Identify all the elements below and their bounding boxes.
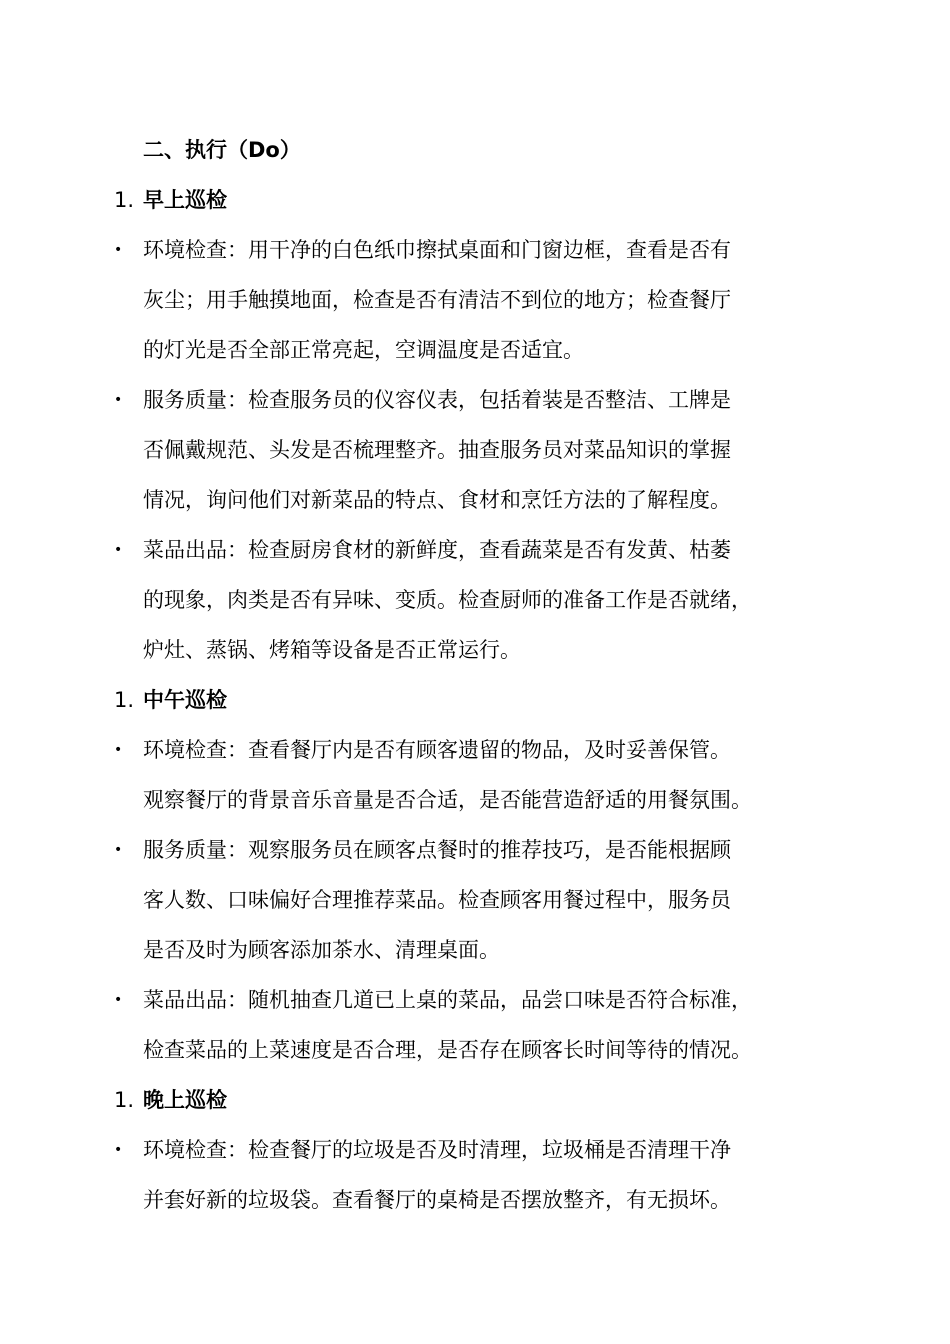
subsection-heading-morning	[0, 175, 950, 225]
subsection-title: 中午巡检	[143, 688, 227, 712]
bullet-icon: •	[114, 742, 123, 758]
list-item	[0, 375, 950, 525]
subsection-heading-noon	[0, 675, 950, 725]
item-line: 观察餐厅的背景音乐音量是否合适，是否能营造舒适的用餐氛围。	[143, 788, 752, 812]
list-item	[0, 825, 950, 975]
item-line: 情况，询问他们对新菜品的特点、食材和烹饪方法的了解程度。	[143, 488, 731, 512]
document-page	[0, 125, 950, 1225]
item-line: 的现象，肉类是否有异味、变质。检查厨师的准备工作是否就绪，	[143, 588, 752, 612]
bullet-icon: •	[114, 1142, 123, 1158]
list-number: 1.	[114, 188, 135, 212]
bullet-icon: •	[114, 392, 123, 408]
item-line: 环境检查：查看餐厅内是否有顾客遗留的物品，及时妥善保管。	[143, 738, 731, 762]
item-line: 服务质量：检查服务员的仪容仪表，包括着装是否整洁、工牌是	[143, 388, 731, 412]
subsection-heading-evening	[0, 1075, 950, 1125]
item-line: 服务质量：观察服务员在顾客点餐时的推荐技巧，是否能根据顾	[143, 838, 731, 862]
list-item	[0, 975, 950, 1075]
item-line: 环境检查：用干净的白色纸巾擦拭桌面和门窗边框，查看是否有	[143, 238, 731, 262]
item-line: 菜品出品：检查厨房食材的新鲜度，查看蔬菜是否有发黄、枯萎	[143, 538, 731, 562]
list-number: 1.	[114, 688, 135, 712]
item-line: 灰尘；用手触摸地面，检查是否有清洁不到位的地方；检查餐厅	[143, 288, 731, 312]
item-line: 菜品出品：随机抽查几道已上桌的菜品，品尝口味是否符合标准，	[143, 988, 752, 1012]
subsection-title: 晚上巡检	[143, 1088, 227, 1112]
item-line: 检查菜品的上菜速度是否合理，是否存在顾客长时间等待的情况。	[143, 1038, 752, 1062]
item-line: 的灯光是否全部正常亮起，空调温度是否适宜。	[143, 338, 584, 362]
section-heading-text: 二、执行（Do）	[143, 138, 301, 162]
item-line: 并套好新的垃圾袋。查看餐厅的桌椅是否摆放整齐，有无损坏。	[143, 1188, 731, 1212]
section-heading	[0, 125, 950, 175]
item-line: 环境检查：检查餐厅的垃圾是否及时清理，垃圾桶是否清理干净	[143, 1138, 731, 1162]
bullet-icon: •	[114, 842, 123, 858]
item-line: 否佩戴规范、头发是否梳理整齐。抽查服务员对菜品知识的掌握	[143, 438, 731, 462]
list-number: 1.	[114, 1088, 135, 1112]
item-line: 是否及时为顾客添加茶水、清理桌面。	[143, 938, 500, 962]
bullet-icon: •	[114, 542, 123, 558]
subsection-title: 早上巡检	[143, 188, 227, 212]
item-line: 客人数、口味偏好合理推荐菜品。检查顾客用餐过程中，服务员	[143, 888, 731, 912]
list-item	[0, 225, 950, 375]
list-item	[0, 525, 950, 675]
item-line: 炉灶、蒸锅、烤箱等设备是否正常运行。	[143, 638, 521, 662]
bullet-icon: •	[114, 242, 123, 258]
list-item	[0, 725, 950, 825]
list-item	[0, 1125, 950, 1225]
bullet-icon: •	[114, 992, 123, 1008]
